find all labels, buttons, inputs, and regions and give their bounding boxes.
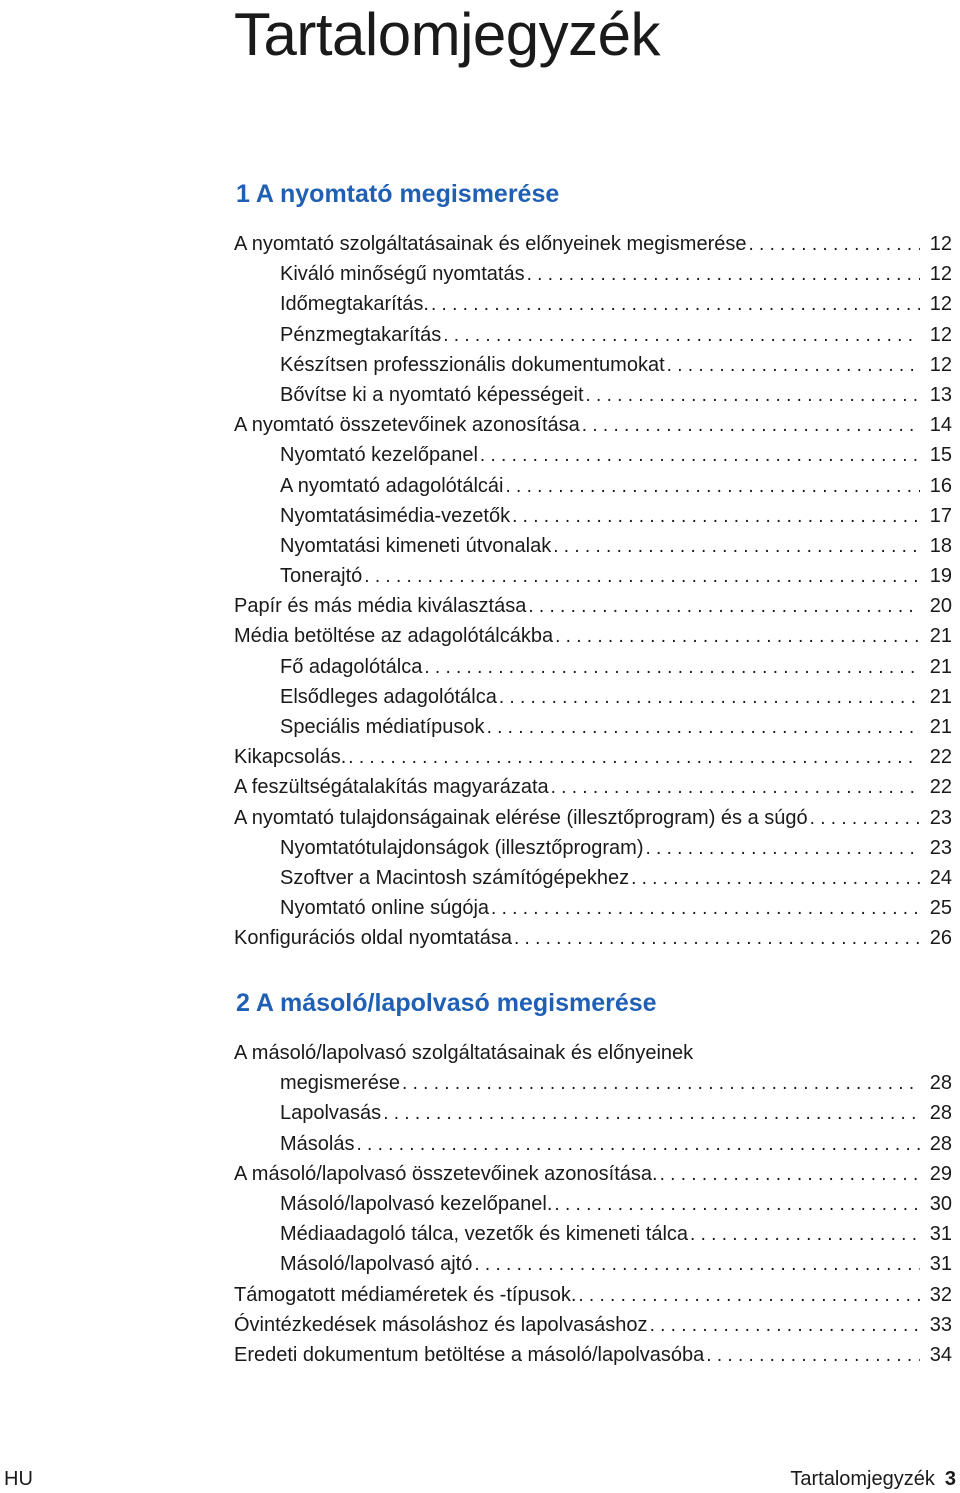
toc-page-number: 21 bbox=[929, 685, 952, 708]
toc-entry[interactable] bbox=[234, 471, 952, 501]
toc-list bbox=[234, 1038, 952, 1370]
toc-entry-title: Másolás bbox=[280, 1132, 355, 1155]
toc-entry-title: A feszültségátalakítás magyarázata bbox=[234, 776, 549, 799]
dot-leader bbox=[402, 1069, 920, 1099]
toc-entry[interactable] bbox=[234, 380, 952, 410]
toc-entry-title: Médiaadagoló tálca, vezetők és kimeneti tálca bbox=[280, 1223, 689, 1246]
dot-leader bbox=[474, 1250, 920, 1280]
toc-page-number: 12 bbox=[929, 263, 952, 286]
dot-leader bbox=[749, 230, 921, 260]
toc-entry[interactable] bbox=[234, 1129, 952, 1159]
toc-entry[interactable] bbox=[234, 1340, 952, 1370]
toc-page-number: 12 bbox=[929, 353, 952, 376]
chapter-heading[interactable]: 2 A másoló/lapolvasó megismerése bbox=[236, 989, 657, 1017]
toc-page-number: 16 bbox=[929, 474, 952, 497]
dot-leader bbox=[491, 894, 920, 924]
dot-leader bbox=[667, 351, 920, 381]
toc-page-number: 15 bbox=[929, 444, 952, 467]
toc-entry[interactable] bbox=[234, 803, 952, 833]
toc-entry[interactable] bbox=[234, 923, 952, 953]
toc-entry-title: Időmegtakarítás. bbox=[280, 293, 429, 316]
toc-entry-title: A nyomtató szolgáltatásainak és előnyeinek megismerése bbox=[234, 233, 747, 255]
dot-leader bbox=[586, 381, 921, 411]
toc-entry[interactable] bbox=[234, 1189, 952, 1219]
toc-page-number: 32 bbox=[929, 1283, 952, 1306]
toc-entry[interactable] bbox=[234, 320, 952, 350]
dot-leader bbox=[364, 562, 920, 592]
toc-entry-title: Nyomtatótulajdonságok (illesztőprogram) bbox=[280, 836, 644, 859]
toc-entry[interactable] bbox=[234, 712, 952, 742]
dot-leader bbox=[499, 683, 920, 713]
dot-leader bbox=[383, 1099, 920, 1129]
toc-entry[interactable] bbox=[234, 229, 952, 259]
toc-entry-title: A nyomtató adagolótálcái bbox=[280, 474, 504, 497]
toc-page-number: 29 bbox=[929, 1162, 952, 1185]
toc-page-number: 30 bbox=[929, 1192, 952, 1215]
dot-leader bbox=[443, 321, 920, 351]
dot-leader bbox=[424, 653, 920, 683]
toc-entry[interactable] bbox=[234, 350, 952, 380]
dot-leader bbox=[431, 290, 920, 320]
toc-page-number: 21 bbox=[929, 655, 952, 678]
toc-entry-title: Eredeti dokumentum betöltése a másoló/lapolvasóba bbox=[234, 1343, 705, 1366]
dot-leader bbox=[631, 864, 920, 894]
dot-leader bbox=[646, 834, 921, 864]
toc-page-number: 34 bbox=[929, 1343, 952, 1366]
toc-entry-title: Másoló/lapolvasó kezelőpanel. bbox=[280, 1192, 553, 1215]
toc-entry-title: A nyomtató tulajdonságainak elérése (illesztőprogram) és a súgó bbox=[234, 806, 808, 829]
toc-entry-title: A nyomtató összetevőinek azonosítása bbox=[234, 414, 580, 437]
footer-language: HU bbox=[4, 1468, 33, 1490]
dot-leader bbox=[706, 1341, 920, 1371]
toc-entry[interactable] bbox=[234, 833, 952, 863]
toc-entry-title: megismerése bbox=[280, 1072, 401, 1095]
toc-entry-title: Támogatott médiaméretek és -típusok. bbox=[234, 1283, 577, 1306]
toc-entry[interactable] bbox=[234, 410, 952, 440]
toc-page-number: 22 bbox=[929, 776, 952, 799]
toc-page-number: 14 bbox=[929, 414, 952, 437]
toc-page-number: 13 bbox=[929, 383, 952, 406]
toc-entry[interactable] bbox=[234, 1159, 952, 1189]
toc-entry-title: A másoló/lapolvasó összetevőinek azonosítása. bbox=[234, 1162, 658, 1185]
toc-entry[interactable] bbox=[234, 1068, 952, 1098]
toc-page-number: 24 bbox=[929, 866, 952, 889]
toc-entry[interactable] bbox=[234, 1219, 952, 1249]
toc-entry-title: Konfigurációs oldal nyomtatása bbox=[234, 927, 512, 950]
toc-page-number: 18 bbox=[929, 534, 952, 557]
chapter-heading[interactable]: 1 A nyomtató megismerése bbox=[236, 180, 560, 208]
toc-page-number: 28 bbox=[929, 1132, 952, 1155]
toc-entry-title: Nyomtató online súgója bbox=[280, 897, 490, 920]
toc-entry[interactable] bbox=[234, 591, 952, 621]
toc-page-number: 21 bbox=[929, 625, 952, 648]
toc-page-number: 12 bbox=[929, 293, 952, 316]
toc-entry[interactable] bbox=[234, 501, 952, 531]
toc-page-number: 28 bbox=[929, 1072, 952, 1095]
toc-page-number: 26 bbox=[929, 927, 952, 950]
toc-page-number: 23 bbox=[929, 836, 952, 859]
dot-leader bbox=[554, 1190, 920, 1220]
toc-entry[interactable] bbox=[234, 652, 952, 682]
toc-page-number: 33 bbox=[929, 1313, 952, 1336]
dot-leader bbox=[480, 441, 920, 471]
toc-entry-title: Média betöltése az adagolótálcákba bbox=[234, 625, 554, 648]
toc-entry[interactable] bbox=[234, 742, 952, 772]
toc-page-number: 25 bbox=[929, 897, 952, 920]
toc-entry-title: Bővítse ki a nyomtató képességeit bbox=[280, 383, 584, 406]
dot-leader bbox=[506, 472, 921, 502]
toc-page-number: 21 bbox=[929, 716, 952, 738]
dot-leader bbox=[650, 1311, 920, 1341]
toc-entry-title: Nyomtató kezelőpanel bbox=[280, 444, 478, 467]
toc-entry-title: Kikapcsolás. bbox=[234, 746, 347, 769]
dot-leader bbox=[660, 1160, 920, 1190]
dot-leader bbox=[551, 773, 920, 803]
toc-page-number: 19 bbox=[929, 565, 952, 588]
toc-entry-title: Szoftver a Macintosh számítógépekhez bbox=[280, 866, 630, 889]
toc-entry[interactable] bbox=[234, 289, 952, 319]
dot-leader bbox=[512, 502, 920, 532]
toc-entry[interactable] bbox=[234, 772, 952, 802]
dot-leader bbox=[553, 532, 920, 562]
toc-entry[interactable] bbox=[234, 561, 952, 591]
toc-entry-title: Tonerajtó bbox=[280, 565, 363, 588]
toc-entry[interactable] bbox=[234, 621, 952, 651]
toc-page-number: 12 bbox=[929, 323, 952, 346]
dot-leader bbox=[487, 713, 920, 743]
toc-page-number: 23 bbox=[929, 806, 952, 829]
dot-leader bbox=[690, 1220, 920, 1250]
toc-entry-title: Készítsen professzionális dokumentumokat bbox=[280, 353, 665, 376]
toc-entry[interactable] bbox=[234, 1280, 952, 1310]
dot-leader bbox=[527, 260, 920, 290]
toc-page-number: 22 bbox=[929, 746, 952, 769]
toc-entry-title: A másoló/lapolvasó szolgáltatásainak és előnyeinek bbox=[234, 1042, 694, 1064]
toc-entry[interactable] bbox=[234, 440, 952, 470]
dot-leader bbox=[578, 1281, 920, 1311]
dot-leader bbox=[528, 592, 920, 622]
toc-entry-title: Kiváló minőségű nyomtatás bbox=[280, 263, 525, 286]
toc-entry[interactable] bbox=[234, 1249, 952, 1279]
toc-entry-title: Nyomtatási kimeneti útvonalak bbox=[280, 534, 552, 557]
toc-entry-title: Nyomtatásimédia-vezetők bbox=[280, 504, 511, 527]
toc-entry[interactable] bbox=[234, 863, 952, 893]
toc-page-number: 31 bbox=[929, 1223, 952, 1246]
toc-page-number: 31 bbox=[929, 1253, 952, 1276]
toc-entry-title: Óvintézkedések másoláshoz és lapolvasáshoz bbox=[234, 1313, 648, 1336]
toc-page-number: 17 bbox=[929, 504, 952, 527]
toc-entry-title: Fő adagolótálca bbox=[280, 655, 423, 678]
toc-entry[interactable] bbox=[234, 893, 952, 923]
toc-list bbox=[234, 229, 952, 954]
toc-entry-title: Másoló/lapolvasó ajtó bbox=[280, 1253, 473, 1276]
toc-page-number: 28 bbox=[929, 1102, 952, 1125]
toc-entry-title: Speciális médiatípusok bbox=[280, 716, 485, 738]
toc-entry[interactable] bbox=[234, 1310, 952, 1340]
toc-entry[interactable] bbox=[234, 1038, 952, 1068]
footer-section bbox=[790, 1466, 956, 1492]
toc-entry-title: Elsődleges adagolótálca bbox=[280, 685, 497, 708]
dot-leader bbox=[348, 743, 920, 773]
page-title: Tartalomjegyzék bbox=[234, 1, 661, 68]
toc-page-number: 12 bbox=[929, 233, 952, 255]
page-footer bbox=[0, 1466, 960, 1492]
toc-entry[interactable] bbox=[234, 682, 952, 712]
dot-leader bbox=[356, 1130, 920, 1160]
dot-leader bbox=[514, 924, 920, 954]
toc-entry[interactable] bbox=[234, 259, 952, 289]
dot-leader bbox=[582, 411, 920, 441]
toc-entry[interactable] bbox=[234, 531, 952, 561]
toc-page-number: 20 bbox=[929, 595, 952, 618]
dot-leader bbox=[810, 804, 920, 834]
footer-page-number: 3 bbox=[944, 1468, 956, 1490]
toc-entry-title: Lapolvasás bbox=[280, 1102, 382, 1125]
footer-section-title: Tartalomjegyzék bbox=[790, 1468, 935, 1490]
toc-entry[interactable] bbox=[234, 1098, 952, 1128]
toc-entry-title: Pénzmegtakarítás bbox=[280, 323, 442, 346]
dot-leader bbox=[555, 622, 920, 652]
toc-entry-title: Papír és más média kiválasztása bbox=[234, 595, 527, 618]
